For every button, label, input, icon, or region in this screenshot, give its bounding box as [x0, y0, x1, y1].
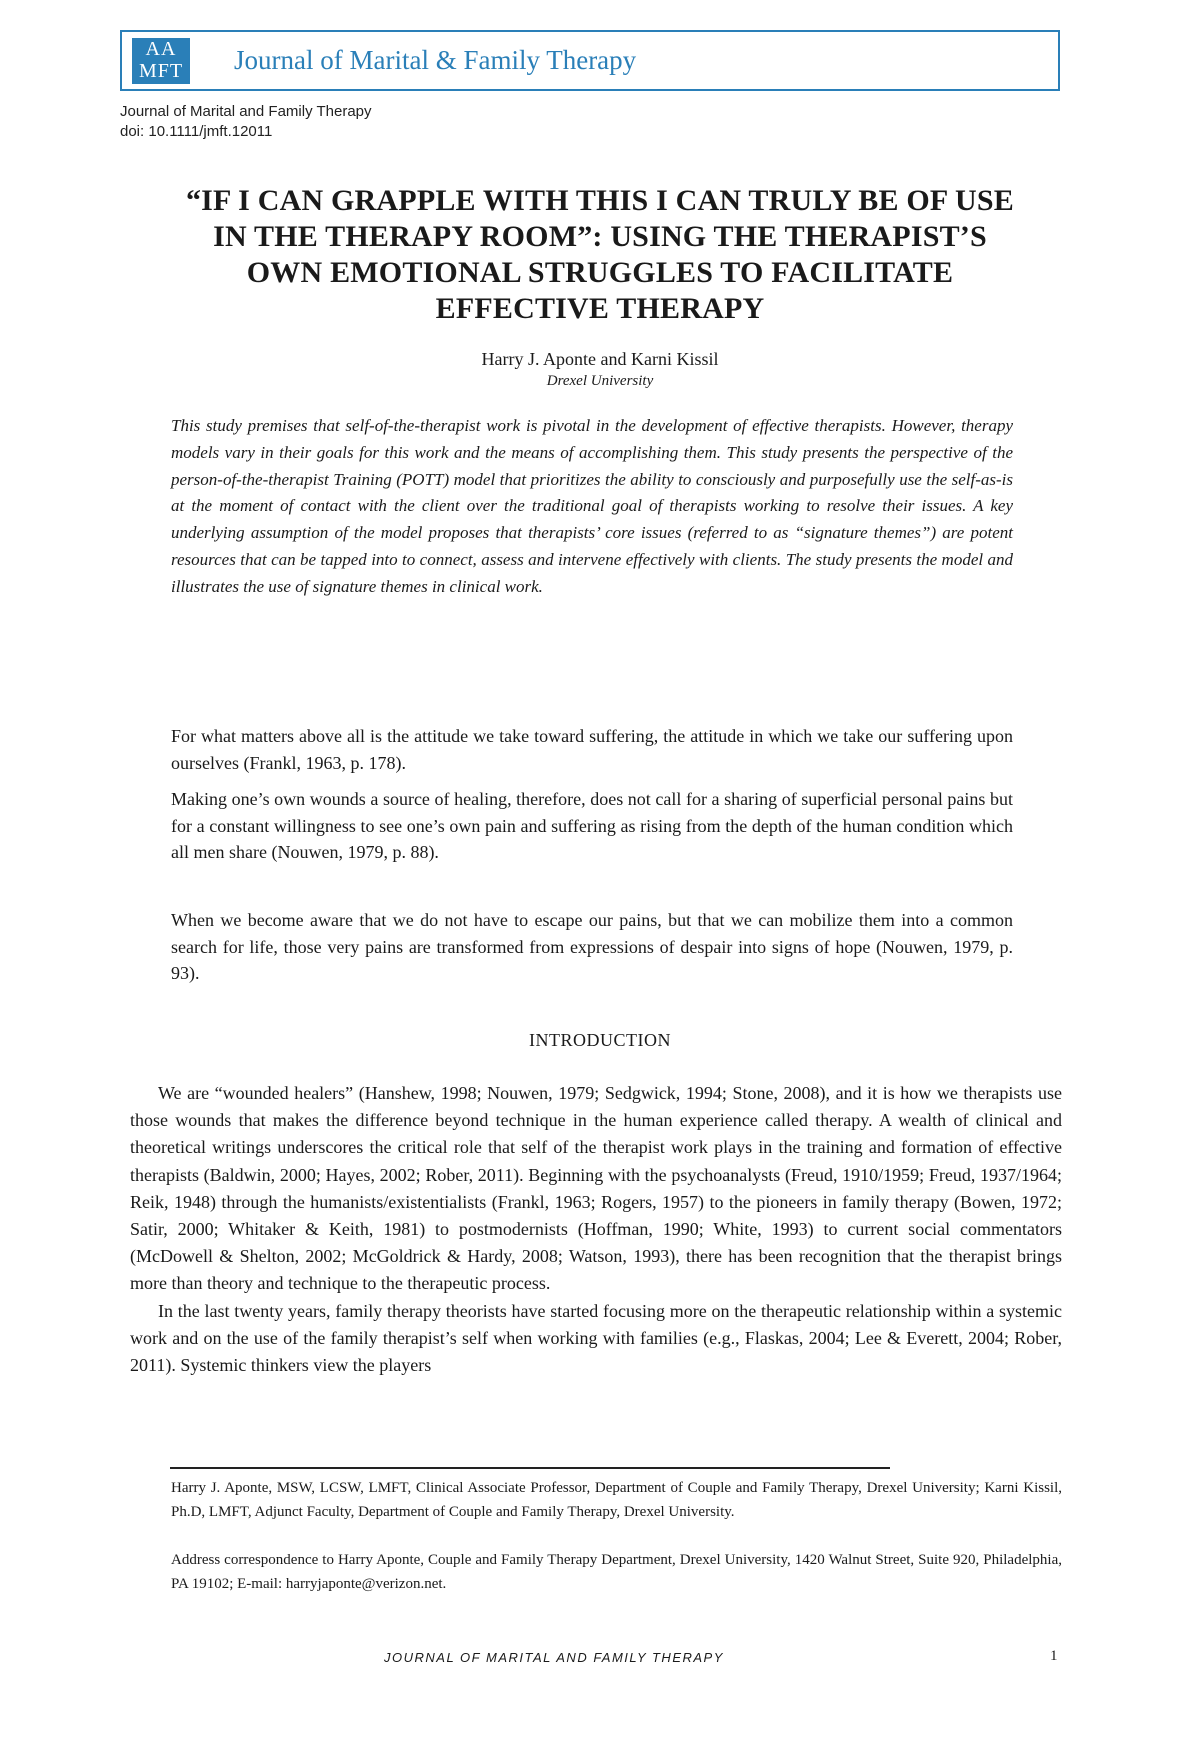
logo-line-1: AA — [145, 38, 177, 60]
title-line: OWN EMOTIONAL STRUGGLES TO FACILITATE — [246, 256, 954, 289]
affiliation: Drexel University — [546, 373, 654, 389]
footnote-correspondence: Address correspondence to Harry Aponte, Couple and Family Therapy Department, Drexel University, 1420 Walnut Street, Suite 920, Philadelphia, PA 19102; E-mail: harryjaponte@verizon.net. — [171, 1552, 1062, 1592]
footer-journal-name: JOURNAL OF MARITAL AND FAMILY THERAPY — [384, 1650, 724, 1665]
page-number: 1 — [1050, 1648, 1058, 1664]
journal-name: Journal of Marital and Family Therapy — [120, 103, 372, 120]
title-line: IN THE THERAPY ROOM”: USING THE THERAPIST’S — [213, 220, 987, 253]
article-meta — [120, 102, 372, 142]
epigraph-nouwen-1: Making one’s own wounds a source of healing, therefore, does not call for a sharing of superficial personal pains but for a constant willingness to see one’s own pain and suffering as rising from the depth of the human condition which all men share (Nouwen, 1979, p. 88). — [171, 789, 1013, 862]
aamft-logo-mark — [132, 38, 190, 82]
authors: Harry J. Aponte and Karni Kissil — [481, 349, 719, 369]
abstract: This study premises that self-of-the-therapist work is pivotal in the development of effective therapists. However, therapy models vary in their goals for this work and the means of accomplishing them. This study presents the perspective of the person-of-the-therapist Training (POTT) model that prioritizes the ability to consciously and purposefully use the self-as-is at the moment of contact with the client over the traditional goal of therapists working to resolve their issues. A key underlying assumption of the model proposes that therapists’ core issues (referred to as “signature themes”) are potent resources that can be tapped into to connect, assess and intervene effectively with clients. The study presents the model and illustrates the use of signature themes in clinical work. — [171, 416, 1013, 596]
footnote-divider — [170, 1467, 890, 1469]
introduction-body — [130, 1080, 1062, 1379]
title-line: “IF I CAN GRAPPLE WITH THIS I CAN TRULY BE OF USE — [185, 184, 1015, 217]
aamft-logo — [132, 38, 190, 84]
footnote-authors: Harry J. Aponte, MSW, LCSW, LMFT, Clinical Associate Professor, Department of Couple and Family Therapy, Drexel University; Karni Kissil, Ph.D, LMFT, Adjunct Faculty, Department of Couple and Family Therapy, Drexel University. — [171, 1480, 1062, 1520]
journal-banner-title: Journal of Marital & Family Therapy — [234, 45, 637, 75]
title-line: EFFECTIVE THERAPY — [435, 292, 765, 325]
logo-line-2: MFT — [138, 60, 184, 82]
body-paragraph: In the last twenty years, family therapy theorists have started focusing more on the therapeutic relationship within a systemic work and on the use of the family therapist’s self when working with families (e.g., Flaskas, 2004; Lee & Everett, 2004; Rober, 2011). Systemic thinkers view the players — [130, 1300, 1062, 1376]
doi: doi: 10.1111/jmft.12011 — [120, 123, 273, 140]
body-paragraph: We are “wounded healers” (Hanshew, 1998; Nouwen, 1979; Sedgwick, 1994; Stone, 2008), and it is how we therapists use those wounds that makes the difference beyond technique in the human experience called therapy. A wealth of clinical and theoretical writings underscores the critical role that self of the therapist work plays in the training and formation of effective therapists (Baldwin, 2000; Hayes, 2002; Rober, 2011). Beginning with the psychoanalysts (Freud, 1910/1959; Freud, 1937/1964; Reik, 1948) through the humanists/existentialists (Frankl, 1963; Rogers, 1957) to the pioneers in family therapy (Bowen, 1972; Satir, 2000; Whitaker & Keith, 1981) to postmodernists (Hoffman, 1990; White, 1993) to current social commentators (McDowell & Shelton, 2002; McGoldrick & Hardy, 2008; Watson, 1993), there has been recognition that the therapist brings more than theory and technique to the therapeutic process. — [130, 1083, 1062, 1294]
article-title — [130, 183, 1070, 327]
epigraph-nouwen-2: When we become aware that we do not have to escape our pains, but that we can mobilize them into a common search for life, those very pains are transformed from expressions of despair into signs of hope (Nouwen, 1979, p. 93). — [171, 910, 1013, 983]
journal-banner — [120, 30, 1060, 91]
section-heading-introduction: INTRODUCTION — [529, 1030, 671, 1050]
epigraph-frankl: For what matters above all is the attitude we take toward suffering, the attitude in which we take our suffering upon ourselves (Frankl, 1963, p. 178). — [171, 726, 1013, 773]
